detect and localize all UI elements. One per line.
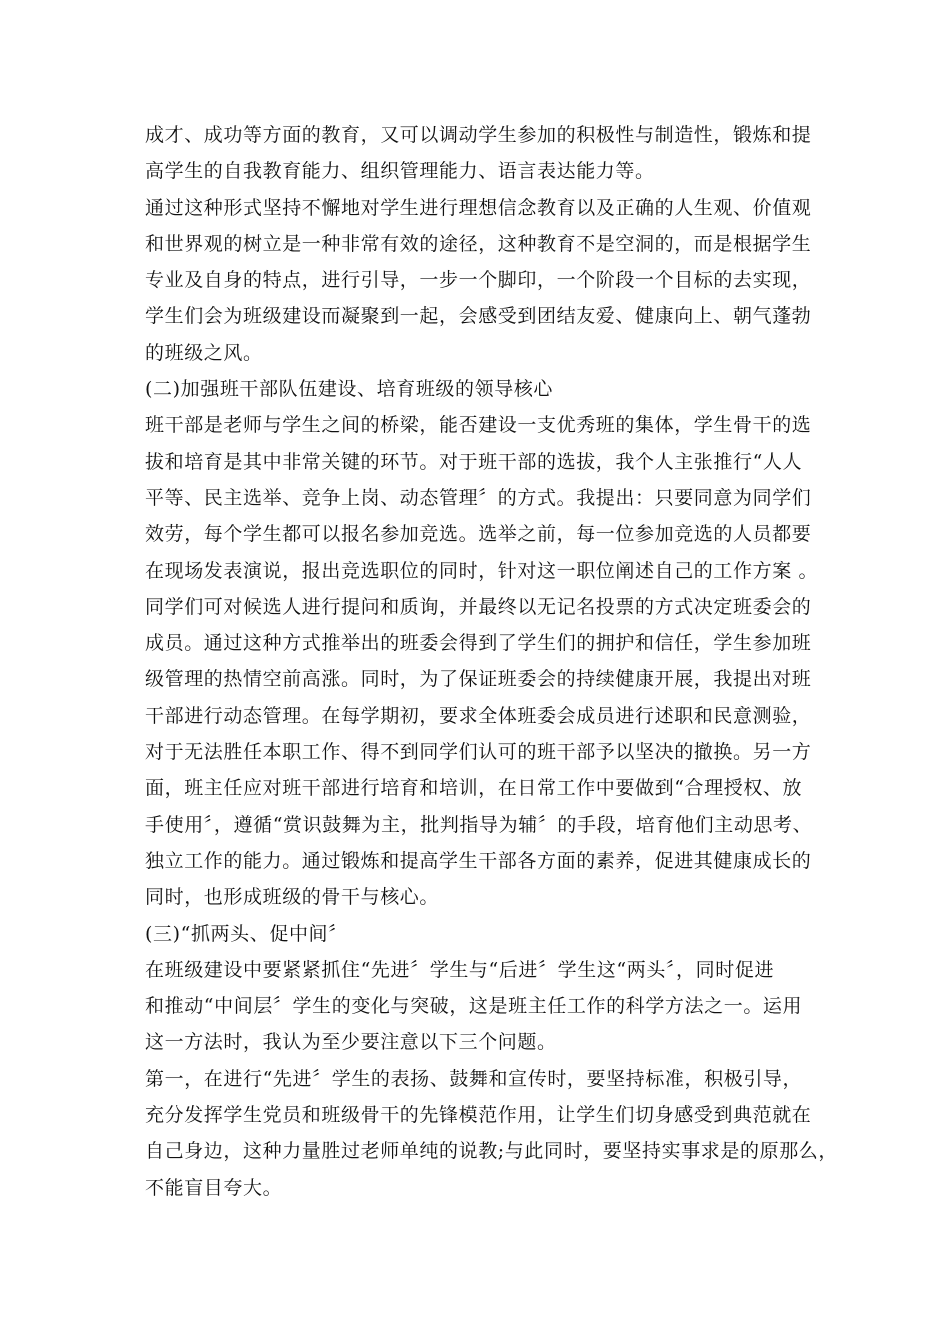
text-line: 第一，在进行“先进〞学生的表扬、鼓舞和宣传时，要坚持标准，积极引导， — [145, 1067, 803, 1090]
text-line: 和推动“中间层〞学生的变化与突破，这是班主任工作的科学方法之一。运用 — [145, 995, 803, 1018]
text-line: 不能盲目夸大。 — [145, 1176, 283, 1199]
text-line: 自己身边，这种力量胜过老师单纯的说教;与此同时，要坚持实事求是的原那么， — [145, 1140, 839, 1163]
text-line: 学生们会为班级建设而凝聚到一起，会感受到团结友爱、健康向上、朝气蓬勃 — [145, 305, 812, 328]
text-line: 专业及自身的特点，进行引导，一步一个脚印，一个阶段一个目标的去实现， — [145, 269, 812, 292]
text-line: 成才、成功等方面的教育，又可以调动学生参加的积极性与制造性，锻炼和提 — [145, 124, 812, 146]
text-line: 这一方法时，我认为至少要注意以下三个问题。 — [145, 1031, 557, 1054]
text-line: 同时，也形成班级的骨干与核心。 — [145, 886, 440, 909]
section-heading: (二)加强班干部队伍建设、培育班级的领导核心 — [145, 378, 554, 401]
text-line: 在现场发表演说，报出竞选职位的同时，针对这一职位阐述自己的工作方案 。 — [145, 559, 819, 582]
text-line: 班干部是老师与学生之间的桥梁，能否建设一支优秀班的集体，学生骨干的选 — [145, 414, 812, 437]
text-line: 干部进行动态管理。在每学期初，要求全体班委会成员进行述职和民意测验， — [145, 704, 812, 727]
text-line: 独立工作的能力。通过锻炼和提高学生干部各方面的素养，促进其健康成长的 — [145, 849, 812, 872]
text-line: 平等、民主选举、竞争上岗、动态管理〞的方式。我提出：只要同意为同学们 — [145, 486, 812, 509]
text-line: 成员。通过这种方式推举出的班委会得到了学生们的拥护和信任，学生参加班 — [145, 632, 812, 655]
text-line: 充分发挥学生党员和班级骨干的先锋模范作用，让学生们切身感受到典范就在 — [145, 1104, 812, 1127]
text-line: 对于无法胜任本职工作、得不到同学们认可的班干部予以坚决的撤换。另一方 — [145, 741, 812, 764]
text-line: 拔和培育是其中非常关键的环节。对于班干部的选拔，我个人主张推行“人人 — [145, 450, 803, 473]
text-line: 同学们可对候选人进行提问和质询，并最终以无记名投票的方式决定班委会的 — [145, 595, 812, 618]
text-line: 效劳，每个学生都可以报名参加竞选。选举之前，每一位参加竞选的人员都要 — [145, 523, 812, 546]
text-line: 级管理的热情空前高涨。同时，为了保证班委会的持续健康开展，我提出对班 — [145, 668, 812, 691]
text-line: 面，班主任应对班干部进行培育和培训，在日常工作中要做到“合理授权、放 — [145, 777, 803, 800]
text-line: 的班级之风。 — [145, 341, 263, 364]
text-line: 在班级建设中要紧紧抓住“先进〞学生与“后进〞学生这“两头〞，同时促进 — [145, 958, 775, 981]
text-line: 高学生的自我教育能力、组织管理能力、语言表达能力等。 — [145, 160, 655, 183]
text-line: 通过这种形式坚持不懈地对学生进行理想信念教育以及正确的人生观、价值观 — [145, 196, 812, 219]
text-line: 手使用〞，遵循“赏识鼓舞为主，批判指导为辅〞的手段，培育他们主动思考、 — [145, 813, 813, 836]
document-body — [145, 117, 839, 1206]
section-heading: (三)“抓两头、促中间〞 — [145, 922, 348, 945]
text-line: 和世界观的树立是一种非常有效的途径，这种教育不是空洞的，而是根据学生 — [145, 232, 812, 255]
